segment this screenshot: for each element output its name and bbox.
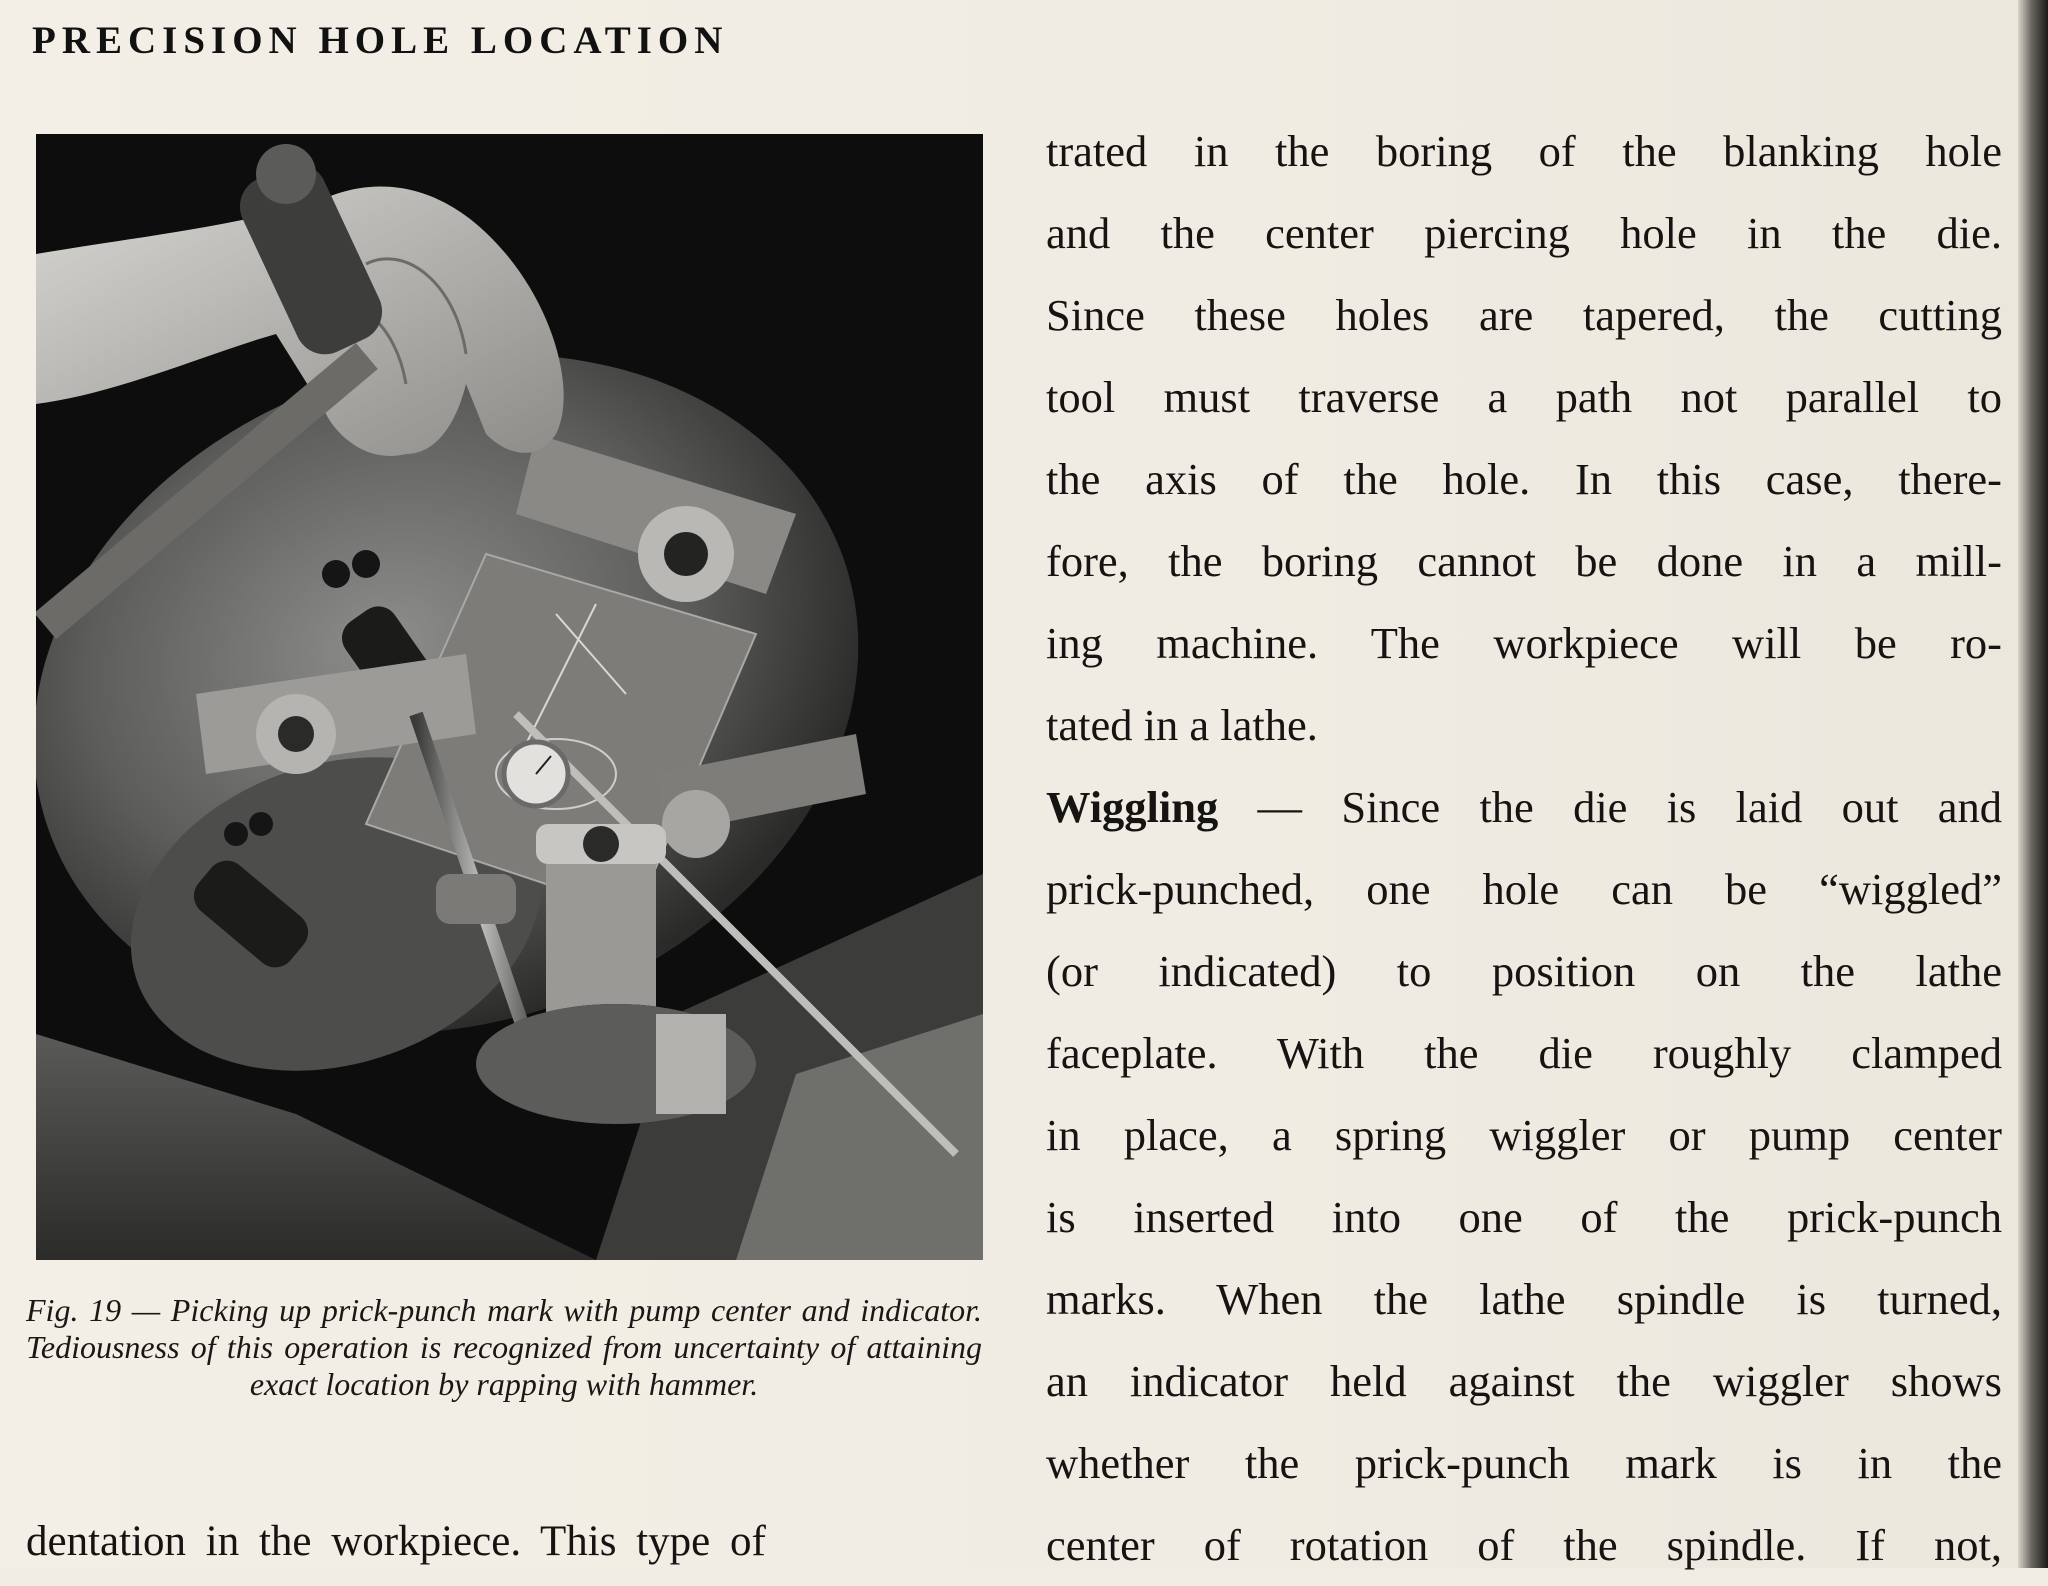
running-head: PRECISION HOLE LOCATION (32, 19, 729, 62)
text-line: (or indicated) to position on the lathe (1046, 946, 2002, 996)
text-line: center of rotation of the spindle. If not, (1046, 1520, 2002, 1570)
text-line: the axis of the hole. In this case, there- (1046, 454, 2002, 504)
lathe-photo-illustration (36, 134, 983, 1260)
figure-photograph (36, 134, 983, 1260)
text-line: tool must traverse a path not parallel to (1046, 372, 2002, 422)
text-line: an indicator held against the wiggler shows (1046, 1356, 2002, 1406)
text-line: fore, the boring cannot be done in a mill- (1046, 536, 2002, 586)
section-run-in-line (1046, 766, 2002, 848)
text-line: and the center piercing hole in the die. (1046, 208, 2002, 258)
text-line: prick-punched, one hole can be “wiggled” (1046, 864, 2002, 914)
section-heading-wiggling: Wiggling (1046, 782, 1219, 832)
text-line: faceplate. With the die roughly clamped (1046, 1028, 2002, 1078)
figure-caption: Fig. 19 — Picking up prick-punch mark with pump center and indicator. Tediousness of this operation is recognized from uncertainty of attaining exact location by rapping with hammer. (26, 1292, 982, 1402)
text-line: tated in a lathe. (1046, 700, 1318, 750)
page-edge-shadow (2018, 0, 2048, 1568)
text-line: marks. When the lathe spindle is turned, (1046, 1274, 2002, 1324)
text-line: Since these holes are tapered, the cutting (1046, 290, 2002, 340)
text-line: in place, a spring wiggler or pump center (1046, 1110, 2002, 1160)
section-run-in-text: — Since the die is laid out and (1218, 782, 2002, 832)
left-column-text: dentation in the workpiece. This type of (26, 1518, 766, 1565)
text-line: whether the prick-punch mark is in the (1046, 1438, 2002, 1488)
text-line: ing machine. The workpiece will be ro- (1046, 618, 2002, 668)
right-column-text (1046, 110, 2002, 1586)
text-line: is inserted into one of the prick-punch (1046, 1192, 2002, 1242)
text-line: trated in the boring of the blanking hole (1046, 126, 2002, 176)
